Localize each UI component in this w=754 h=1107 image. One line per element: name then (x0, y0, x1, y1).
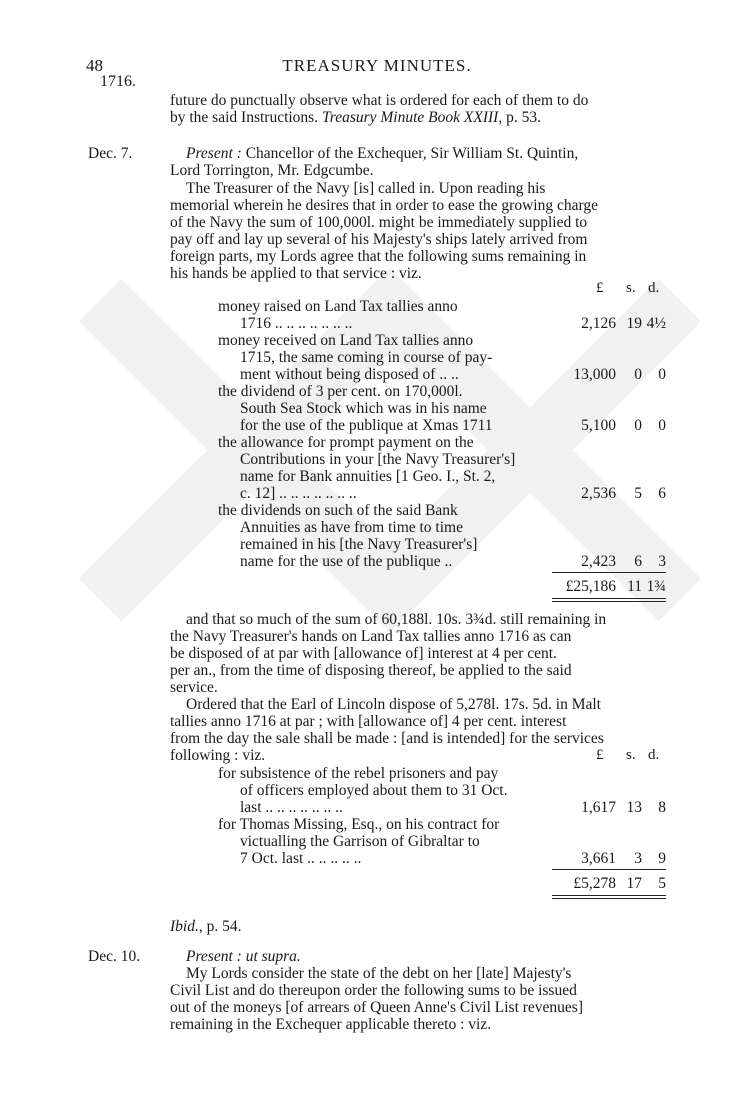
margin-date-dec10: Dec. 10. (88, 948, 141, 965)
item-line: 1716 .. .. .. .. .. .. .. (240, 315, 353, 332)
paragraph-line: of the Navy the sum of 100,000l. might be immediately supplied to (170, 214, 588, 231)
sum-rule (552, 869, 666, 870)
amount-pence: 0 (658, 417, 666, 434)
reference: Treasury Minute Book XXIII (321, 109, 499, 126)
lincoln-sums-table (170, 747, 670, 917)
paragraph-line: from the day the sale shall be made : [and is intended] for the services (170, 730, 604, 747)
total-shillings: 17 (626, 875, 642, 892)
item-line: for subsistence of the rebel prisoners and pay (218, 765, 499, 782)
amount-shillings: 5 (634, 485, 642, 502)
amount-shillings: 0 (634, 417, 642, 434)
item-line: remained in his [the Navy Treasurer's] (240, 536, 478, 553)
amount-pounds: 2,536 (581, 485, 616, 502)
navy-paragraph (170, 180, 668, 282)
item-line: money raised on Land Tax tallies anno (218, 298, 458, 315)
amount-shillings: 13 (626, 799, 642, 816)
navy-sums-table (170, 280, 670, 600)
total-double-rule (552, 598, 666, 602)
ibid-line: Ibid., p. 54. (170, 918, 242, 935)
paragraph-line: remaining in the Exchequer applicable thereto : viz. (170, 1016, 492, 1033)
present-line-dec10: Present : ut supra. (186, 948, 301, 965)
col-pounds: £ (596, 747, 604, 763)
item-line: ment without being disposed of .. .. (240, 366, 459, 383)
total-pounds: £5,278 (573, 875, 616, 892)
amount-pence: 4½ (646, 315, 666, 332)
amount-shillings: 6 (634, 553, 642, 570)
paragraph-line: pay off and lay up several of his Majesty's ships lately arrived from (170, 231, 588, 248)
paragraph-line: The Treasurer of the Navy [is] called in. Upon reading his (186, 180, 546, 197)
item-line: 7 Oct. last .. .. .. .. .. (240, 850, 362, 867)
amount-pounds: 2,126 (581, 315, 616, 332)
col-pence: d. (648, 280, 660, 296)
civil-list-paragraph (170, 965, 668, 1033)
item-line: for the use of the publique at Xmas 1711 (240, 417, 493, 434)
item-line: Annuities as have from time to time (240, 519, 463, 536)
amount-pounds: 1,617 (581, 799, 616, 816)
item-line: name for Bank annuities [1 Geo. I., St. 2, (240, 468, 496, 485)
present-line: Present : Chancellor of the Exchequer, Sir William St. Quintin, Lord Torrington, Mr. Edgcumbe. (170, 145, 579, 179)
paragraph-line: service. (170, 679, 218, 696)
paragraph-line: foreign parts, my Lords agree that the following sums remaining in (170, 248, 587, 265)
item-line: of officers employed about them to 31 Oct. (240, 782, 508, 799)
item-description (218, 298, 544, 332)
amount-shillings: 3 (634, 850, 642, 867)
paragraph-line: My Lords consider the state of the debt on her [late] Majesty's (186, 965, 572, 982)
item-line: money received on Land Tax tallies anno (218, 332, 474, 349)
item-line: 1715, the same coming in course of pay- (240, 349, 493, 366)
amount-shillings: 19 (626, 315, 642, 332)
item-description (218, 332, 544, 383)
item-description (218, 816, 544, 867)
item-line: last .. .. .. .. .. .. .. (240, 799, 343, 816)
col-pence: d. (648, 747, 660, 763)
amount-pence: 0 (658, 366, 666, 383)
item-description (218, 502, 544, 570)
total-pounds: £25,186 (565, 578, 616, 595)
total-pence: 5 (658, 875, 666, 892)
amount-pence: 6 (658, 485, 666, 502)
col-shillings: s. (626, 280, 636, 296)
item-line: the allowance for prompt payment on the (218, 434, 474, 451)
paragraph-line: the Navy Treasurer's hands on Land Tax tallies anno 1716 as can (170, 628, 572, 645)
sum-rule (552, 572, 666, 573)
item-line: Contributions in your [the Navy Treasurer's] (240, 451, 516, 468)
item-line: c. 12] .. .. .. .. .. .. .. (240, 485, 357, 502)
intro-paragraph (170, 92, 668, 126)
paragraph-line: and that so much of the sum of 60,188l. 10s. 3¾d. still remaining in (186, 611, 607, 628)
paragraph-line: his hands be applied to that service : viz. (170, 265, 422, 282)
col-shillings: s. (626, 747, 636, 763)
paragraph-line: out of the moneys [of arrears of Queen Anne's Civil List revenues] (170, 999, 583, 1016)
intro-line: by the said Instructions. Treasury Minute Book XXIII, p. 53. (170, 109, 541, 126)
amount-pence: 8 (658, 799, 666, 816)
item-line: victualling the Garrison of Gibraltar to (240, 833, 480, 850)
intro-line: future do punctually observe what is ordered for each of them to do (170, 92, 589, 109)
paragraph-line: following : viz. (170, 747, 266, 764)
item-line: for Thomas Missing, Esq., on his contract for (218, 816, 500, 833)
margin-year: 1716. (100, 73, 136, 90)
paragraph-line: be disposed of at par with [allowance of] interest at 4 per cent. (170, 645, 557, 662)
item-description (218, 383, 544, 434)
amount-pounds: 5,100 (581, 417, 616, 434)
amount-shillings: 0 (634, 366, 642, 383)
paragraph-line: Ordered that the Earl of Lincoln dispose of 5,278l. 17s. 5d. in Malt (186, 696, 601, 713)
amount-pence: 3 (658, 553, 666, 570)
item-line: South Sea Stock which was in his name (240, 400, 487, 417)
amount-pounds: 13,000 (573, 366, 616, 383)
item-description (218, 765, 544, 816)
item-line: the dividend of 3 per cent. on 170,000l. (218, 383, 463, 400)
paragraph-line: memorial wherein he desires that in order to ease the growing charge (170, 197, 598, 214)
item-line: name for the use of the publique .. (240, 553, 453, 570)
amount-pence: 9 (658, 850, 666, 867)
total-pence: 1¾ (646, 578, 666, 595)
balance-paragraph (170, 611, 668, 696)
running-title: TREASURY MINUTES. (282, 56, 472, 75)
amount-pounds: 2,423 (581, 553, 616, 570)
amount-pounds: 3,661 (581, 850, 616, 867)
col-pounds: £ (596, 280, 604, 296)
paragraph-line: Civil List and do thereupon order the following sums to be issued (170, 982, 577, 999)
margin-date-dec7: Dec. 7. (88, 145, 133, 162)
page-number: 48 (86, 56, 103, 75)
paragraph-line: tallies anno 1716 at par ; with [allowance of] 4 per cent. interest (170, 713, 567, 730)
paragraph-line: per an., from the time of disposing thereof, be applied to the said (170, 662, 572, 679)
total-double-rule (552, 895, 666, 899)
total-shillings: 11 (627, 578, 642, 595)
item-description (218, 434, 544, 502)
item-line: the dividends on such of the said Bank (218, 502, 458, 519)
